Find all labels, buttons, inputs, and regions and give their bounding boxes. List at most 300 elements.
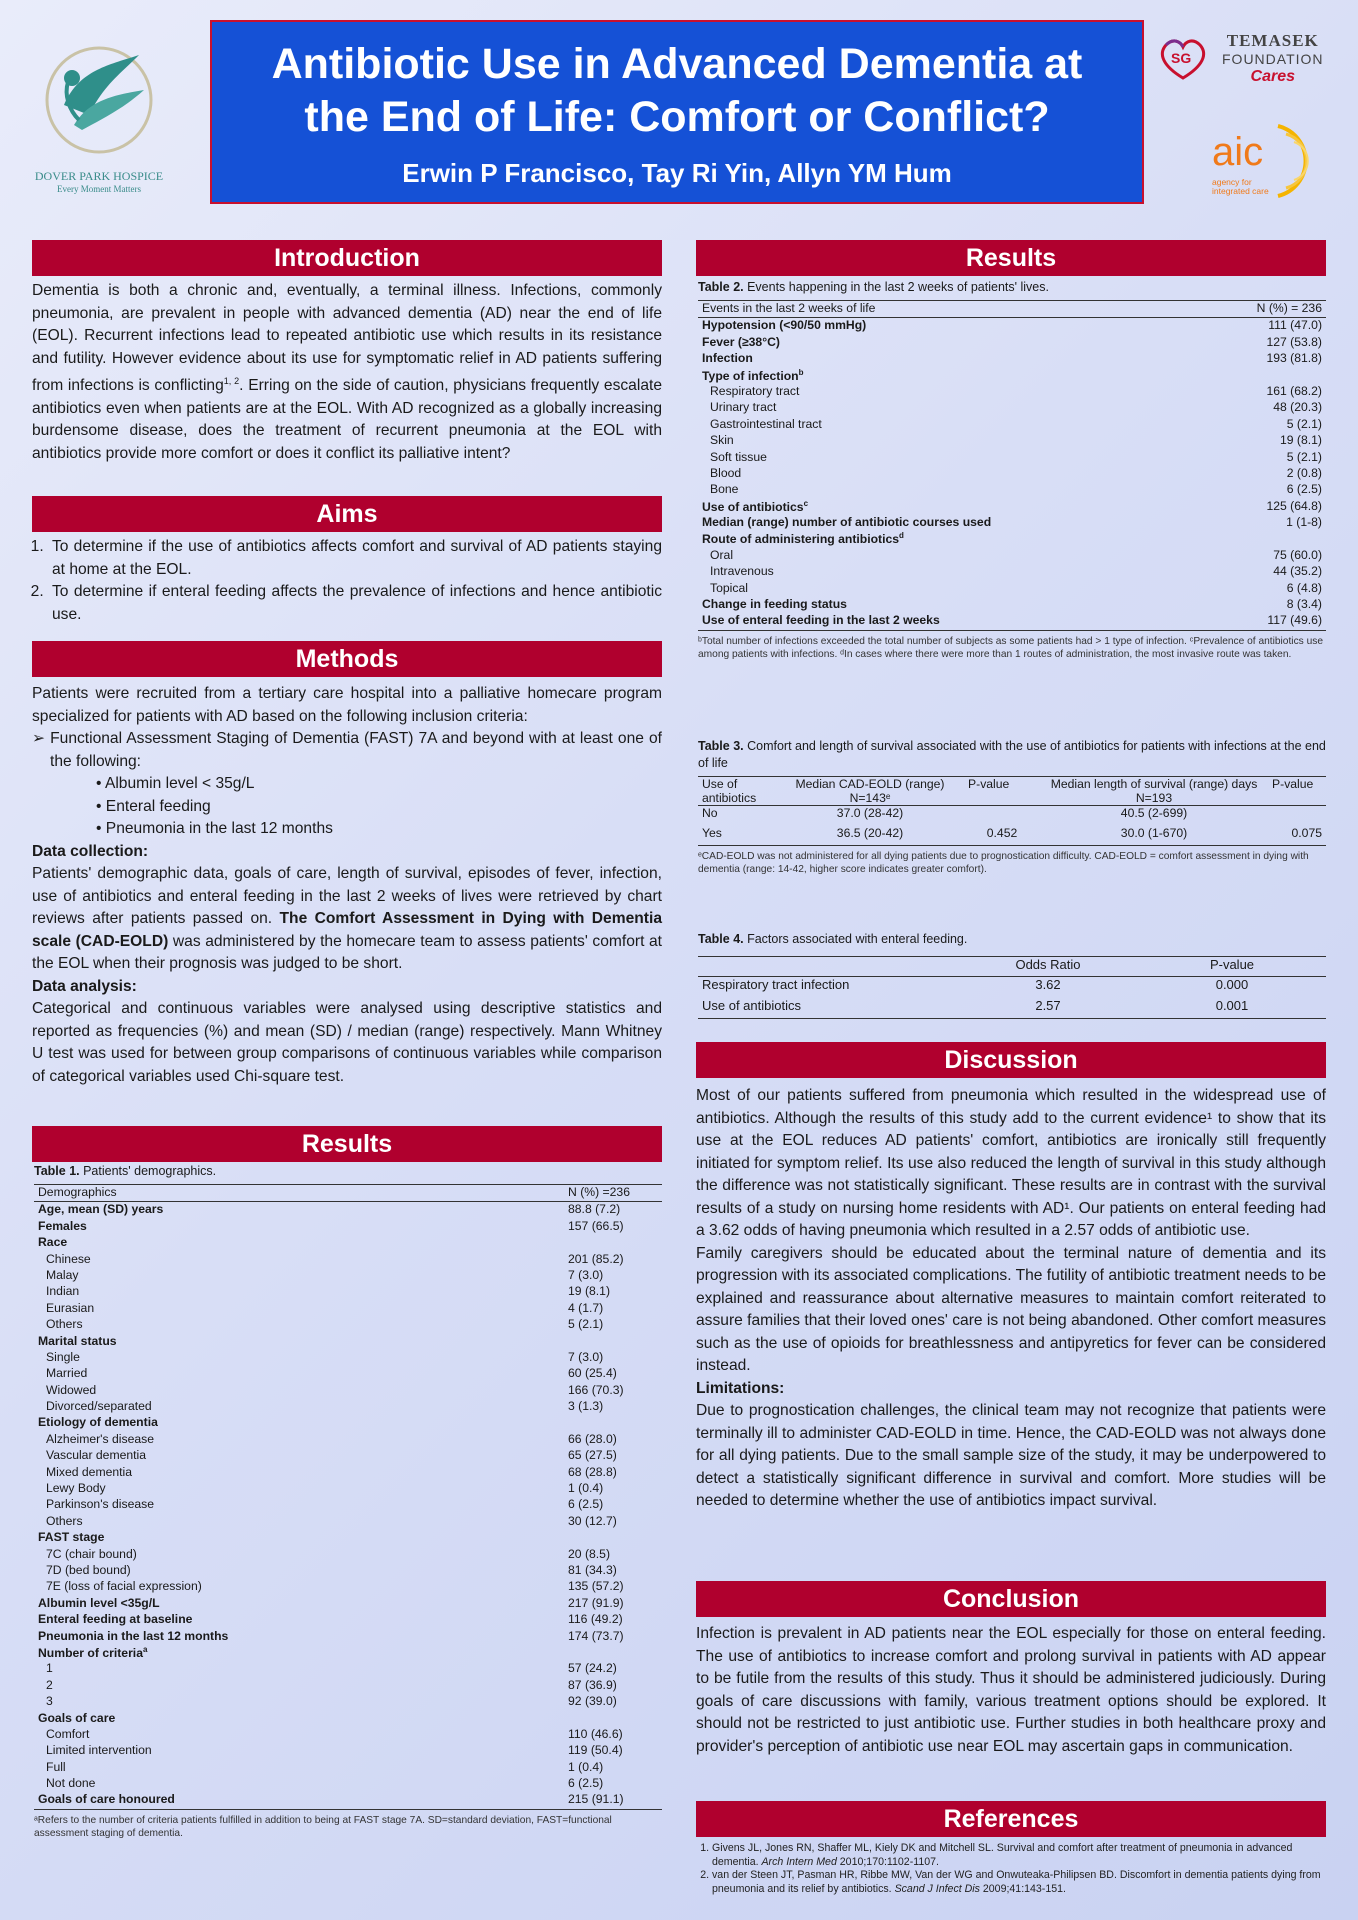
table1-label-cell xyxy=(34,1760,564,1776)
table-row xyxy=(698,597,1326,613)
table-row xyxy=(34,1612,662,1628)
table2-value-cell: 5 (2.1) xyxy=(1286,416,1322,431)
table1-label: Full xyxy=(46,1759,66,1774)
table1-label-cell xyxy=(34,1415,564,1431)
table2-value-cell: 8 (3.4) xyxy=(1286,597,1322,612)
table1-label: 7E (loss of facial expression) xyxy=(46,1579,202,1594)
sg-heart-icon xyxy=(1158,36,1208,82)
table1-header-row xyxy=(34,1185,662,1202)
table1-value-cell: 4 (1.7) xyxy=(568,1300,604,1315)
table1-value-cell: 20 (8.5) xyxy=(568,1546,611,1561)
table1-col1: Demographics xyxy=(34,1185,564,1202)
table2-label: Infection xyxy=(702,351,753,366)
table2-label: Skin xyxy=(710,433,734,448)
data-collection-heading: Data collection: xyxy=(32,842,149,860)
table4-cell: 3.62 xyxy=(1035,977,1061,992)
table2-label-cell xyxy=(698,466,1218,482)
results-left-heading: Results xyxy=(32,1126,662,1162)
table1-label: Married xyxy=(46,1366,88,1381)
table-row xyxy=(34,1202,662,1219)
table1-label-cell xyxy=(34,1219,564,1235)
table4-block xyxy=(698,932,1326,1019)
table1-value-cell: 1 (0.4) xyxy=(568,1759,604,1774)
poster-title xyxy=(212,38,1142,144)
table1-label: Eurasian xyxy=(46,1300,95,1315)
table2-label-cell xyxy=(698,613,1218,630)
limitations-heading: Limitations: xyxy=(696,1379,785,1397)
table1-label: Others xyxy=(46,1317,83,1332)
table1-block xyxy=(34,1164,662,1840)
table3-cell xyxy=(1268,806,1326,826)
table2-header-row xyxy=(698,301,1326,318)
table1-label-cell xyxy=(34,1711,564,1727)
inclusion-criterion: ➢ Functional Assessment Staging of Dementia (FAST) 7A and beyond with at least one of the following: xyxy=(32,730,662,770)
sg-badge: SG xyxy=(1171,50,1192,66)
table2-label-cell xyxy=(698,368,1218,384)
table-row xyxy=(34,1661,662,1677)
table2-value-cell xyxy=(1218,368,1326,384)
reference-tail: 2010;170:1102-1107. xyxy=(836,1855,939,1868)
table-row xyxy=(34,1219,662,1235)
table1-label-cell xyxy=(34,1612,564,1628)
table-row xyxy=(698,613,1326,630)
table-row xyxy=(34,1415,662,1431)
table2-block xyxy=(698,280,1326,661)
collection-part-b: was administered by the homecare team to assess patients' comfort at the EOL when their prognosis was judged to be short. xyxy=(32,932,662,972)
aic-text: aic xyxy=(1212,130,1264,174)
table1-label: Mixed dementia xyxy=(46,1464,133,1479)
table1-label-cell xyxy=(34,1268,564,1284)
table2 xyxy=(698,300,1326,631)
table-row xyxy=(34,1727,662,1743)
table1-label: Females xyxy=(38,1218,87,1233)
table1-label: Age, mean (SD) years xyxy=(38,1202,164,1217)
table1-footnote-marker: a xyxy=(142,1644,148,1654)
sub-criterion: • Enteral feeding xyxy=(96,797,211,815)
discussion-text xyxy=(696,1085,1326,1513)
references-list xyxy=(696,1842,1326,1896)
table-row xyxy=(698,806,1326,826)
table1-value-cell xyxy=(564,1334,662,1350)
table1-value-cell xyxy=(564,1235,662,1251)
table1-label: 7C (chair bound) xyxy=(46,1546,137,1561)
results-right-heading: Results xyxy=(696,240,1326,276)
table2-value-cell: 2 (0.8) xyxy=(1286,465,1322,480)
table-row xyxy=(34,1432,662,1448)
table-row xyxy=(698,450,1326,466)
authors: Erwin P Francisco, Tay Ri Yin, Allyn YM Hum xyxy=(402,158,952,188)
table2-label: Topical xyxy=(710,580,748,595)
table-row xyxy=(34,1317,662,1333)
table4-header-cell: P-value xyxy=(1138,957,1326,977)
table3-caption-text: Comfort and length of survival associated with the use of antibiotics for patients with infections at the end of life xyxy=(698,739,1326,770)
table2-value-cell xyxy=(1218,531,1326,547)
table2-label: Blood xyxy=(710,465,742,480)
table-row xyxy=(34,1694,662,1710)
table1-label-cell xyxy=(34,1596,564,1612)
aic-logo xyxy=(1208,120,1328,202)
table3-cell: 0.075 xyxy=(1268,826,1326,846)
table2-label: Use of antibiotics xyxy=(702,499,804,514)
table1-label: Albumin level <35g/L xyxy=(38,1595,160,1610)
table-row xyxy=(34,1448,662,1464)
table1-label-cell xyxy=(34,1252,564,1268)
table1-value-cell: 6 (2.5) xyxy=(568,1497,604,1512)
table-row xyxy=(698,433,1326,449)
table2-label: Table 2. xyxy=(698,280,744,294)
table1-value-cell: 166 (70.3) xyxy=(568,1382,624,1397)
table2-value-cell: 1 (1-8) xyxy=(1286,515,1322,530)
collection-part-a: Patients' demographic data, goals of care, length of survival, episodes of fever, infection, use of antibiotics and enteral feeding in the last 2 weeks of lives were retrieved by chart reviews after patients passed on. xyxy=(32,865,662,927)
table1-value-cell: 81 (34.3) xyxy=(568,1562,617,1577)
table1-value-cell: 30 (12.7) xyxy=(568,1513,617,1528)
table-row xyxy=(34,1579,662,1595)
table3-header-cell: P-value xyxy=(1268,777,1326,806)
aims-heading: Aims xyxy=(32,496,662,532)
table2-label-cell xyxy=(698,433,1218,449)
table1-value-cell xyxy=(564,1415,662,1431)
table2-label-cell xyxy=(698,335,1218,351)
table1-value-cell: 92 (39.0) xyxy=(568,1694,617,1709)
table1-value-cell xyxy=(564,1711,662,1727)
logo-org-name: DOVER PARK HOSPICE xyxy=(34,169,164,183)
table-row xyxy=(698,384,1326,400)
table-row xyxy=(698,998,1326,1019)
table1-value-cell: 5 (2.1) xyxy=(568,1317,604,1332)
table-row xyxy=(698,466,1326,482)
sub-criterion: • Pneumonia in the last 12 months xyxy=(96,820,333,837)
table-row xyxy=(34,1530,662,1546)
table2-footnote: ᵇTotal number of infections exceeded the total number of subjects as some patients had > 1 type of infection. ᶜPrevalence of antibiotics use among patients with infections. ᵈIn cases where there were more than 1 routes of administration, the most invasive route was taken. xyxy=(698,635,1324,660)
table1-label: Race xyxy=(38,1235,68,1250)
bird-logo-icon xyxy=(34,30,164,160)
table-row xyxy=(698,581,1326,597)
table1-label-cell xyxy=(34,1530,564,1546)
table1-label-cell xyxy=(34,1235,564,1251)
conclusion-text: Infection is prevalent in AD patients near the EOL especially for those on enteral feeding. The use of antibiotics to increase comfort and prolong survival in patients with AD appear to be futile from the results of this study. Thus it should be administered judiciously. During goals of care discussions with family, various treatment options should be explored. It should not be restricted to just antibiotic use. Further studies in both healthcare proxy and provider's perception of antibiotic use near EOL may ascertain gaps in communication. xyxy=(696,1625,1326,1755)
title-banner xyxy=(210,20,1144,204)
data-analysis-heading: Data analysis: xyxy=(32,977,137,995)
table1-value-cell: 217 (91.9) xyxy=(568,1595,624,1610)
table2-caption-text: Events happening in the last 2 weeks of patients' lives. xyxy=(743,280,1049,294)
aic-subtext: agency for integrated care xyxy=(1212,177,1269,196)
sub-criteria-list xyxy=(32,773,662,841)
table3-cell: 37.0 (28-42) xyxy=(836,806,904,820)
reference-journal: Scand J Infect Dis xyxy=(894,1882,980,1895)
table-row xyxy=(698,318,1326,335)
table1-label-cell xyxy=(34,1366,564,1382)
table1-label: 1 xyxy=(46,1661,53,1676)
table4-cell: Respiratory tract infection xyxy=(702,977,850,992)
table2-label-cell xyxy=(698,597,1218,613)
intro-text-part2: . Erring on the side of caution, physicians frequently escalate antibiotics even when patients are at the EOL. With AD recognized as a globally increasing burdensome disease, does the treatment of recurrent pneumonia at the EOL with antibiotics provide more comfort or does it conflict its palliative intent? xyxy=(32,377,662,462)
table1-label-cell xyxy=(34,1792,564,1809)
table1-label: Parkinson's disease xyxy=(46,1497,155,1512)
table-row xyxy=(34,1678,662,1694)
table2-label: Oral xyxy=(710,547,734,562)
table1-label: Limited intervention xyxy=(46,1743,152,1758)
title-line-2: the End of Life: Comfort or Conflict? xyxy=(304,93,1050,141)
references-heading: References xyxy=(696,1801,1326,1837)
table1-value-cell: 6 (2.5) xyxy=(568,1776,604,1791)
table-row xyxy=(34,1399,662,1415)
table1-label-cell xyxy=(34,1202,564,1219)
table4-cell: 0.000 xyxy=(1215,977,1249,992)
table1-label-cell xyxy=(34,1776,564,1792)
table2-label-cell xyxy=(698,318,1218,335)
table1-value-cell: 201 (85.2) xyxy=(568,1251,624,1266)
table1-label: Goals of care honoured xyxy=(38,1792,175,1807)
table1-caption-text: Patients' demographics. xyxy=(79,1164,217,1178)
table1-value-cell: 110 (46.6) xyxy=(568,1726,623,1741)
table-row xyxy=(698,977,1326,998)
table1-label: Pneumonia in the last 12 months xyxy=(38,1628,229,1643)
table1-label-cell xyxy=(34,1334,564,1350)
table1-col2: N (%) =236 xyxy=(564,1185,662,1202)
table1-label-cell xyxy=(34,1727,564,1743)
table1-label: 2 xyxy=(46,1677,53,1692)
table1-value-cell: 135 (57.2) xyxy=(568,1579,624,1594)
table-row xyxy=(698,400,1326,416)
table1-value-cell: 119 (50.4) xyxy=(568,1743,623,1758)
table1-value-cell: 7 (3.0) xyxy=(568,1349,604,1364)
table-row xyxy=(698,826,1326,846)
table3-caption xyxy=(698,738,1326,772)
table4-header-cell: Odds Ratio xyxy=(958,957,1138,977)
discussion-paragraph-1: Most of our patients suffered from pneumonia which resulted in the widespread use of antibiotics. Although the results of this study add to the current evidence¹ to show that its use at the EOL reduces AD patients' comfort, antibiotics are ironically still frequently initiated for symptom relief. Its use also reduced the length of survival in this study although the difference was not statistically significant. These results are in contrast with the survival results of a study on nursing home residents with AD¹. Our patients on enteral feeding had a 3.62 odds of having pneumonia which resulted in a 2.57 odds of antibiotic use. xyxy=(696,1087,1326,1239)
table3-cell: 30.0 (1-670) xyxy=(1040,826,1268,846)
table-row xyxy=(34,1776,662,1792)
table1-label: Goals of care xyxy=(38,1710,116,1725)
table1-value-cell: 87 (36.9) xyxy=(568,1677,617,1692)
collection-bold: The Comfort Assessment in Dying with Dementia scale (CAD-EOLD) xyxy=(32,910,662,950)
table2-label: Route of administering antibiotics xyxy=(702,532,900,547)
table1-label-cell xyxy=(34,1497,564,1513)
table2-value-cell: 161 (68.2) xyxy=(1266,383,1322,398)
intro-text-part1: Dementia is both a chronic and, eventually, a terminal illness. Infections, commonly pneumonia, are prevalent in people with advanced dementia (AD) near the end of life (EOL). Recurrent infections lead to repeated antibiotic use which results in its resistance and futility. However evidence about its use for symptomatic relief in AD patients suffering from infections is conflicting xyxy=(32,282,662,395)
table-row xyxy=(34,1645,662,1661)
table1-label: Etiology of dementia xyxy=(38,1415,158,1430)
table-row xyxy=(34,1301,662,1317)
aim-item: 1. To determine if the use of antibiotics affects comfort and survival of AD patients staying at home at the EOL. xyxy=(48,536,662,581)
table-row xyxy=(698,548,1326,564)
table1-label: Number of criteria xyxy=(38,1646,143,1660)
table2-label: Gastrointestinal tract xyxy=(710,416,822,431)
table2-value-cell: 111 (47.0) xyxy=(1268,318,1322,333)
table-row xyxy=(34,1334,662,1350)
table2-label-cell xyxy=(698,450,1218,466)
table1-label-cell xyxy=(34,1284,564,1300)
table-row xyxy=(34,1481,662,1497)
table-row xyxy=(34,1465,662,1481)
table1-value-cell: 174 (73.7) xyxy=(568,1628,624,1643)
table-row xyxy=(34,1711,662,1727)
reference-tail: 2009;41:143-151. xyxy=(979,1882,1066,1895)
sub-criterion-text: Albumin level < 35g/L xyxy=(104,775,255,792)
methods-text xyxy=(32,683,662,1088)
data-analysis-text: Categorical and continuous variables were analysed using descriptive statistics and reported as frequencies (%) and mean (SD) / median (range) respectively. Mann Whitney U test was used for between group comparisons of continuous variables while comparison of categorical variables used Chi-square test. xyxy=(32,1000,662,1085)
table1-label-cell xyxy=(34,1661,564,1677)
conclusion-heading: Conclusion xyxy=(696,1581,1326,1617)
table2-label: Use of enteral feeding in the last 2 weeks xyxy=(702,613,940,628)
table4-header-cell xyxy=(698,957,958,977)
table1-label: Single xyxy=(46,1349,80,1364)
table4 xyxy=(698,956,1326,1019)
table-row xyxy=(34,1596,662,1612)
table2-value-cell: 125 (64.8) xyxy=(1266,498,1322,513)
table1-label: Lewy Body xyxy=(46,1481,106,1496)
table2-label: Bone xyxy=(710,482,739,497)
table1-label-cell xyxy=(34,1301,564,1317)
table3-cell: 0.452 xyxy=(964,826,1040,846)
table1-value-cell: 116 (49.2) xyxy=(568,1612,623,1627)
methods-heading: Methods xyxy=(32,641,662,677)
table1-label-cell xyxy=(34,1678,564,1694)
table2-label-cell xyxy=(698,581,1218,597)
introduction-text xyxy=(32,280,662,465)
table-row xyxy=(698,531,1326,547)
table1-value-cell: 3 (1.3) xyxy=(568,1399,604,1414)
table1-label-cell xyxy=(34,1350,564,1366)
table2-value-cell: 44 (35.2) xyxy=(1273,564,1322,579)
table1-value-cell xyxy=(564,1530,662,1546)
table1-value-cell: 7 (3.0) xyxy=(568,1267,604,1282)
table3-block xyxy=(698,738,1326,876)
table-row xyxy=(698,499,1326,515)
table1-label-cell xyxy=(34,1579,564,1595)
table2-label-cell xyxy=(698,384,1218,400)
table3-header-cell: Median CAD-EOLD (range) N=143ᵉ xyxy=(776,777,964,806)
table1-label-cell xyxy=(34,1743,564,1759)
table2-value-cell: 5 (2.1) xyxy=(1286,449,1322,464)
table2-label-cell xyxy=(698,400,1218,416)
table3-header-row xyxy=(698,777,1326,806)
table-row xyxy=(34,1497,662,1513)
table-row xyxy=(34,1366,662,1382)
limitations-text: Due to prognostication challenges, the clinical team may not recognize that patients were terminally ill to administer CAD-EOLD in time. Hence, the CAD-EOLD was not always done for all dying patients. Due to the small sample size of the study, it may be underpowered to detect a statistically significant difference in survival and comfort. More studies will be needed to determine whether the use of antibiotics impact survival. xyxy=(696,1402,1326,1509)
table1-label: FAST stage xyxy=(38,1530,105,1545)
cares-text: Cares xyxy=(1250,68,1295,85)
reference-text: van der Steen JT, Pasman HR, Ribbe MW, Van der WG and Onwuteaka-Philipsen BD. Discomfort in dementia patients dying from pneumonia and its relief by antibiotics. xyxy=(712,1869,1321,1895)
sub-criterion: • Albumin level < 35g/L xyxy=(96,775,255,792)
table1-label: Vascular dementia xyxy=(46,1448,147,1463)
table1-label: Indian xyxy=(46,1284,80,1299)
table2-label: Hypotension (<90/50 mmHg) xyxy=(702,318,867,333)
table1-value-cell: 88.8 (7.2) xyxy=(568,1202,621,1217)
table2-label: Soft tissue xyxy=(710,449,767,464)
table1-value-cell: 68 (28.8) xyxy=(568,1464,617,1479)
table1-caption xyxy=(34,1164,662,1178)
table2-label-cell xyxy=(698,531,1218,547)
table1-label-cell xyxy=(34,1432,564,1448)
table4-cell: Use of antibiotics xyxy=(698,998,958,1019)
table1-value-cell: 215 (91.1) xyxy=(564,1792,662,1809)
table1-label-cell xyxy=(34,1317,564,1333)
table1-label: 7D (bed bound) xyxy=(46,1562,131,1577)
dover-park-hospice-logo xyxy=(24,30,174,202)
table1-label: Not done xyxy=(46,1776,96,1791)
table3-cell: 40.5 (2-699) xyxy=(1120,806,1188,820)
table2-label: Change in feeding status xyxy=(702,597,847,612)
table-row xyxy=(698,417,1326,433)
table1-label-cell xyxy=(34,1629,564,1645)
table1-label-cell xyxy=(34,1465,564,1481)
table2-label: Type of infection xyxy=(702,368,799,383)
table3-label: Table 3. xyxy=(698,739,744,753)
table4-caption-text: Factors associated with enteral feeding. xyxy=(743,932,968,946)
table-row xyxy=(34,1235,662,1251)
table2-label-cell xyxy=(698,417,1218,433)
table-row xyxy=(34,1383,662,1399)
table2-col2: N (%) = 236 xyxy=(1218,301,1326,318)
discussion-paragraph-2: Family caregivers should be educated about the terminal nature of dementia and its progression with its associated complications. The futility of antibiotic treatment needs to be explained and reassurance about alternative measures to maintain comfort reiterated to assure families that their loved ones' care is not being abandoned. Other comfort measures such as the use of opioids for breathlessness and antipyretics for fever can be considered instead. xyxy=(696,1244,1326,1374)
aim-item: 2. To determine if enteral feeding affects the prevalence of infections and hence antibiotic use. xyxy=(48,581,662,626)
data-collection-text xyxy=(32,863,662,976)
table1-label-cell xyxy=(34,1481,564,1497)
table1-value-cell: 65 (27.5) xyxy=(568,1448,617,1463)
table3-header-cell: P-value xyxy=(964,777,1040,806)
table1 xyxy=(34,1184,662,1810)
table1-label: Alzheimer's disease xyxy=(46,1431,154,1446)
temasek-foundation-logo xyxy=(1158,30,1338,90)
table3 xyxy=(698,776,1326,846)
table1-value-cell: 57 (24.2) xyxy=(568,1661,617,1676)
table2-value-cell: 19 (8.1) xyxy=(1279,433,1322,448)
reference-item xyxy=(712,1842,1326,1869)
sub-criterion-text: Pneumonia in the last 12 months xyxy=(105,820,333,837)
table-row xyxy=(698,368,1326,384)
table4-cell: 0.001 xyxy=(1138,998,1326,1019)
table1-label: Chinese xyxy=(46,1251,91,1266)
table2-value-cell: 127 (53.8) xyxy=(1266,334,1322,349)
table-row xyxy=(34,1760,662,1776)
table3-header-cell: Use of antibiotics xyxy=(698,777,776,806)
table2-label: Respiratory tract xyxy=(710,383,800,398)
table1-label: Others xyxy=(46,1513,83,1528)
table2-value-cell: 6 (2.5) xyxy=(1286,482,1322,497)
table1-value-cell: 60 (25.4) xyxy=(568,1366,617,1381)
table1-label-cell xyxy=(34,1514,564,1530)
table4-header-row xyxy=(698,957,1326,977)
aims-list xyxy=(32,536,662,626)
reference-journal: Arch Intern Med xyxy=(761,1855,837,1868)
table2-caption xyxy=(698,280,1326,294)
table1-label-cell xyxy=(34,1399,564,1415)
table1-value-cell xyxy=(564,1645,662,1661)
table1-footnote: ᵃRefers to the number of criteria patients fulfilled in addition to being at FAST stage 7A. SD=standard deviation, FAST=functional assessment staging of dementia. xyxy=(34,1814,612,1839)
table-row xyxy=(34,1792,662,1809)
discussion-heading: Discussion xyxy=(696,1042,1326,1078)
table-row xyxy=(34,1629,662,1645)
table1-label-cell xyxy=(34,1694,564,1710)
logo-tagline: Every Moment Matters xyxy=(57,184,141,194)
table2-label: Median (range) number of antibiotic courses used xyxy=(702,515,992,530)
table2-label-cell xyxy=(698,351,1218,367)
table2-value-cell: 48 (20.3) xyxy=(1273,400,1322,415)
intro-citation: 1, 2 xyxy=(223,376,240,386)
table2-footnote-marker: b xyxy=(798,367,804,377)
table2-label-cell xyxy=(698,482,1218,498)
table-row xyxy=(698,515,1326,531)
table4-cell: 2.57 xyxy=(958,998,1138,1019)
table-row xyxy=(698,482,1326,498)
table2-label: Urinary tract xyxy=(710,400,777,415)
temasek-text: TEMASEK xyxy=(1226,31,1319,50)
table2-label: Intravenous xyxy=(710,564,774,579)
table1-label-cell xyxy=(34,1547,564,1563)
table2-value-cell: 6 (4.8) xyxy=(1286,580,1322,595)
introduction-heading: Introduction xyxy=(32,240,662,276)
